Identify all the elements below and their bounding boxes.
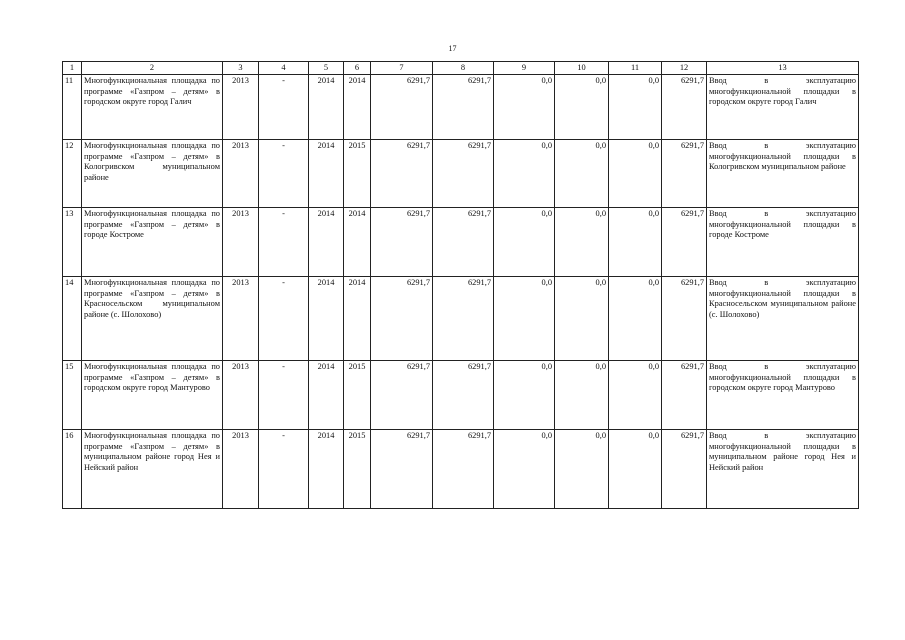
header-cell: 9	[494, 62, 555, 75]
table-row	[63, 430, 859, 509]
header-cell: 7	[371, 62, 433, 75]
col-9: 0,0	[494, 208, 555, 277]
object-name: Многофункциональная площадка по программе «Газпром – детям» в Красносельском муниципальном районе (с. Шолохово)	[82, 277, 223, 361]
col-9: 0,0	[494, 140, 555, 208]
expected-result: Ввод в эксплуатацию многофункциональной площадки в Красносельском муниципальном районе (с. Шолохово)	[707, 277, 859, 361]
object-name: Многофункциональная площадка по программе «Газпром – детям» в городе Костроме	[82, 208, 223, 277]
col-7: 6291,7	[371, 140, 433, 208]
col-4: -	[259, 361, 309, 430]
header-cell: 8	[433, 62, 494, 75]
col-7: 6291,7	[371, 430, 433, 509]
row-number: 16	[63, 430, 82, 509]
table-row	[63, 277, 859, 361]
table-row	[63, 75, 859, 140]
object-name: Многофункциональная площадка по программе «Газпром – детям» в городском округе город Галич	[82, 75, 223, 140]
col-11: 0,0	[609, 208, 662, 277]
col-9: 0,0	[494, 75, 555, 140]
col-4: -	[259, 277, 309, 361]
col-8: 6291,7	[433, 277, 494, 361]
col-3: 2013	[223, 75, 259, 140]
col-8: 6291,7	[433, 361, 494, 430]
row-number: 14	[63, 277, 82, 361]
col-6: 2015	[344, 430, 371, 509]
header-cell: 4	[259, 62, 309, 75]
col-3: 2013	[223, 430, 259, 509]
col-5: 2014	[309, 208, 344, 277]
col-12: 6291,7	[662, 208, 707, 277]
col-7: 6291,7	[371, 361, 433, 430]
col-8: 6291,7	[433, 140, 494, 208]
row-number: 13	[63, 208, 82, 277]
col-10: 0,0	[555, 430, 609, 509]
row-number: 12	[63, 140, 82, 208]
col-9: 0,0	[494, 361, 555, 430]
col-4: -	[259, 208, 309, 277]
expected-result: Ввод в эксплуатацию многофункциональной площадки в городе Костроме	[707, 208, 859, 277]
header-cell: 1	[63, 62, 82, 75]
object-name: Многофункциональная площадка по программе «Газпром – детям» в городском округе город Мантурово	[82, 361, 223, 430]
col-5: 2014	[309, 430, 344, 509]
object-name: Многофункциональная площадка по программе «Газпром – детям» в Кологривском муниципальном районе	[82, 140, 223, 208]
col-7: 6291,7	[371, 208, 433, 277]
expected-result: Ввод в эксплуатацию многофункциональной площадки в городском округе город Мантурово	[707, 361, 859, 430]
col-6: 2014	[344, 75, 371, 140]
col-11: 0,0	[609, 430, 662, 509]
col-7: 6291,7	[371, 75, 433, 140]
col-6: 2014	[344, 277, 371, 361]
header-cell: 2	[82, 62, 223, 75]
page-number: 17	[448, 44, 457, 53]
col-5: 2014	[309, 277, 344, 361]
expected-result: Ввод в эксплуатацию многофункциональной площадки в муниципальном районе город Нея и Нейский район	[707, 430, 859, 509]
col-3: 2013	[223, 140, 259, 208]
col-12: 6291,7	[662, 277, 707, 361]
table-row	[63, 208, 859, 277]
header-cell: 13	[707, 62, 859, 75]
row-number: 11	[63, 75, 82, 140]
col-10: 0,0	[555, 277, 609, 361]
col-12: 6291,7	[662, 361, 707, 430]
col-9: 0,0	[494, 277, 555, 361]
col-11: 0,0	[609, 277, 662, 361]
col-5: 2014	[309, 75, 344, 140]
col-8: 6291,7	[433, 75, 494, 140]
expected-result: Ввод в эксплуатацию многофункциональной площадки в Кологривском муниципальном районе	[707, 140, 859, 208]
col-11: 0,0	[609, 75, 662, 140]
col-12: 6291,7	[662, 75, 707, 140]
col-6: 2014	[344, 208, 371, 277]
table-row	[63, 140, 859, 208]
header-cell: 11	[609, 62, 662, 75]
col-5: 2014	[309, 140, 344, 208]
col-6: 2015	[344, 361, 371, 430]
col-10: 0,0	[555, 361, 609, 430]
header-cell: 12	[662, 62, 707, 75]
col-12: 6291,7	[662, 430, 707, 509]
col-3: 2013	[223, 277, 259, 361]
col-10: 0,0	[555, 208, 609, 277]
header-row	[63, 62, 859, 75]
table-row	[63, 361, 859, 430]
col-6: 2015	[344, 140, 371, 208]
row-number: 15	[63, 361, 82, 430]
col-3: 2013	[223, 361, 259, 430]
col-5: 2014	[309, 361, 344, 430]
col-8: 6291,7	[433, 430, 494, 509]
col-4: -	[259, 430, 309, 509]
col-7: 6291,7	[371, 277, 433, 361]
expected-result: Ввод в эксплуатацию многофункциональной площадки в городском округе город Галич	[707, 75, 859, 140]
col-10: 0,0	[555, 75, 609, 140]
col-12: 6291,7	[662, 140, 707, 208]
col-11: 0,0	[609, 140, 662, 208]
col-9: 0,0	[494, 430, 555, 509]
col-10: 0,0	[555, 140, 609, 208]
col-4: -	[259, 140, 309, 208]
header-cell: 5	[309, 62, 344, 75]
header-cell: 3	[223, 62, 259, 75]
col-11: 0,0	[609, 361, 662, 430]
object-name: Многофункциональная площадка по программе «Газпром – детям» в муниципальном районе город Нея и Нейский район	[82, 430, 223, 509]
program-table	[62, 61, 859, 509]
header-cell: 10	[555, 62, 609, 75]
header-cell: 6	[344, 62, 371, 75]
col-3: 2013	[223, 208, 259, 277]
col-4: -	[259, 75, 309, 140]
col-8: 6291,7	[433, 208, 494, 277]
